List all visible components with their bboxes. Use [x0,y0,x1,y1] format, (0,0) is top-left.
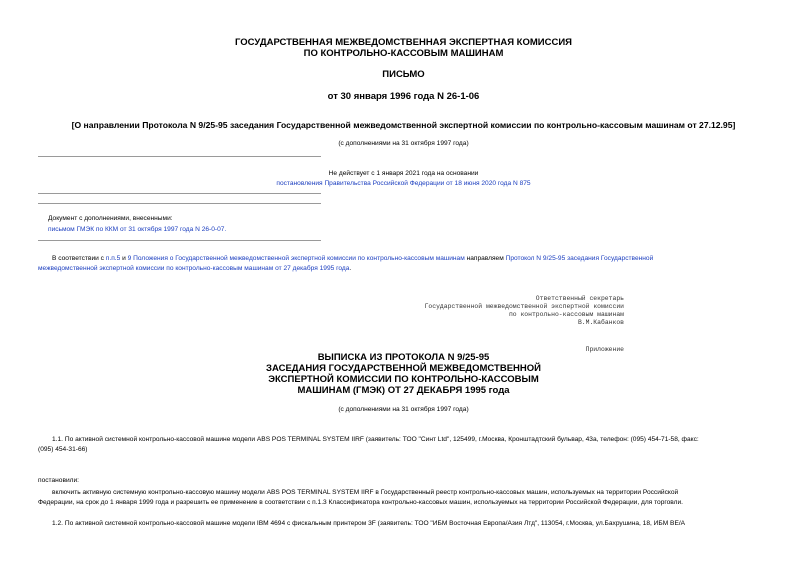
issuer-line-2: ПО КОНТРОЛЬНО-КАССОВЫМ МАШИНАМ [303,48,504,59]
item-1-line-1: 1.1. По активной системной контрольно-кассовой машине модели ABS POS TERMINAL SYSTEM IIRF (заявитель: ТОО "Синт Ltd", 125499, г.Москва, Кронштадтский бульвар, 43а, телефон: (095) 454-71-58, факс: [52,436,699,443]
body-mid: направляем [466,255,504,262]
item-2-line-1: 1.2. По активной системной контрольно-кассовой машине модели IBM 4694 с фискальным принтером 3F (заявитель: ТОО "ИБМ Восточная Европа/Азия Лтд", 113054, г.Москва, ул.Бахрушина, 18, ИБМ ВЕ/А [52,520,686,527]
body-paragraph-line-1 [38,254,769,263]
document-subject: [О направлении Протокола N 9/25-95 заседания Государственной межведомственной экспертной комиссии по контрольно-кассовым машинам от 27.12.95] [71,120,736,130]
status-link-wrap [0,180,807,188]
signature-line-2: Государственной межведомственной экспертной комиссии [424,303,624,310]
protocol-link-cont[interactable]: межведомственной экспертной комиссии по контрольно-кассовым машинам от 27 декабря 1995 года [38,265,350,272]
signature-name: В.М.Кабанков [577,319,624,326]
status-text: Не действует с 1 января 2021 года на основании [328,170,479,177]
amending-letter-link[interactable]: письмом ГМЭК по ККМ от 31 октября 1997 года N 26-0-07. [48,226,227,233]
repeal-decree-link[interactable]: постановления Правительства Российской Федерации от 18 июня 2020 года N 875 [276,180,531,187]
divider [38,240,321,241]
extract-title-4: МАШИНАМ (ГМЭК) ОТ 27 ДЕКАБРЯ 1995 года [297,385,510,396]
clause-5-link[interactable]: п.п.5 [105,255,121,262]
resolved-label: постановили: [38,477,80,484]
decision-line-2: Федерации, на срок до 1 января 1999 года и разрешить ее применение в соответствии с п.1.3 Классификатора контрольно-кассовых машин, используемых на территории Российской Федерации, для торговли. [38,499,684,506]
body-prefix: В соответствии с [52,255,104,262]
amended-by-label: Документ с дополнениями, внесенными: [48,215,173,222]
signature-line-3: по контрольно-кассовым машинам [508,311,624,318]
extract-title-2: ЗАСЕДАНИЯ ГОСУДАРСТВЕННОЙ МЕЖВЕДОМСТВЕННОЙ [266,363,541,374]
signature-line-1: Ответственный секретарь [535,295,624,302]
divider [38,156,321,157]
protocol-link[interactable]: Протокол N 9/25-95 заседания Государственной [505,255,654,262]
divider [38,203,321,204]
regulation-link[interactable]: 9 Положения о Государственной межведомственной экспертной комиссии по контрольно-кассовым машинам [127,255,465,262]
body-end: . [349,265,352,272]
document-date: от 30 января 1996 года N 26-1-06 [327,91,480,102]
amendments-note: (с дополнениями на 31 октября 1997 года) [338,140,469,147]
item-1-line-2: (095) 454-31-66) [38,446,88,453]
appendix-label: Приложение [585,346,624,353]
amended-by-link-wrap [48,226,226,234]
extract-amendments-note: (с дополнениями на 31 октября 1997 года) [338,406,469,413]
body-paragraph-line-2 [38,264,769,273]
issuer-line-1: ГОСУДАРСТВЕННАЯ МЕЖВЕДОМСТВЕННАЯ ЭКСПЕРТНАЯ КОМИССИЯ [235,37,572,48]
extract-title-3: ЭКСПЕРТНОЙ КОМИССИИ ПО КОНТРОЛЬНО-КАССОВЫМ [268,374,539,385]
decision-line-1: включить активную системную контрольно-кассовую машину модели ABS POS TERMINAL SYSTEM IIRF в Государственный реестр контрольно-кассовых машин, используемых на территории Российской [52,489,679,496]
document-type: ПИСЬМО [382,69,425,80]
extract-title-1: ВЫПИСКА ИЗ ПРОТОКОЛА N 9/25-95 [317,352,490,363]
divider [38,193,321,194]
body-and: и [122,255,126,262]
